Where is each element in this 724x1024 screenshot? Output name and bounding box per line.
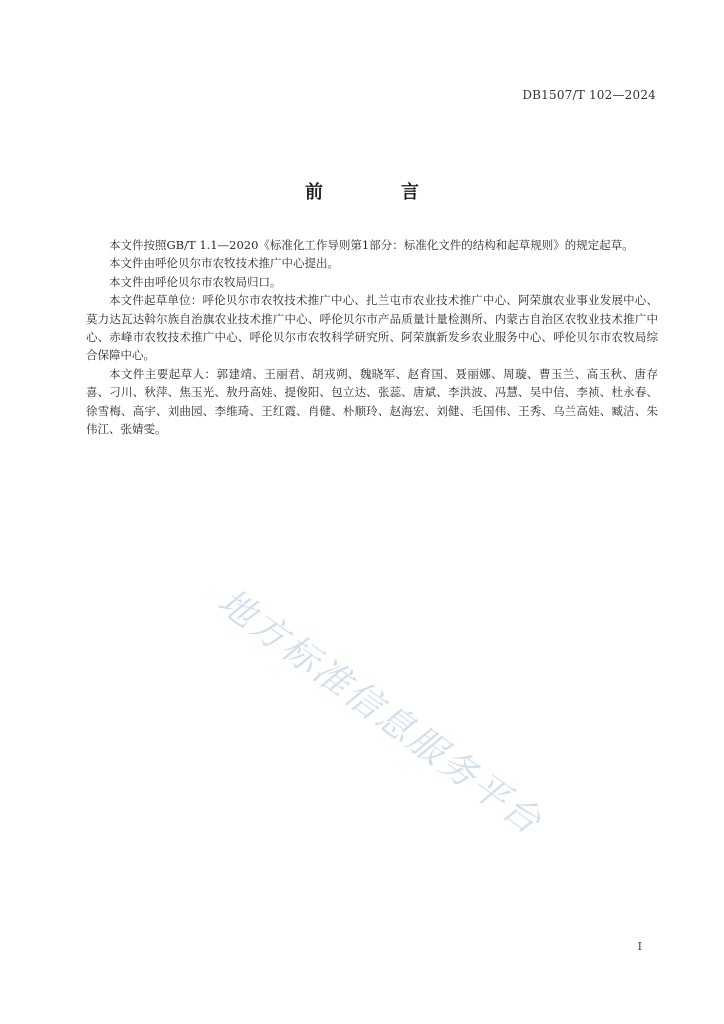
paragraph-main-drafters: 本文件主要起草人：郭建靖、王丽君、胡戎朔、魏晓军、赵育国、聂丽娜、周璇、曹玉兰、高玉秋、唐存喜、刁川、秋萍、焦玉光、敖丹高娃、提俊阳、包立达、张蕊、唐斌、李洪波、冯慧、吴中信、李祯、杜永春、徐雪梅、高宇、刘曲园、李维琦、王红霞、肖健、朴顺玲、赵海宏、刘健、毛国伟、王秀、乌兰高娃、臧洁、朱伟江、张婧雯。 (86, 366, 658, 437)
watermark: 地方标准信息服务平台 (210, 581, 551, 844)
paragraph-drafting-units: 本文件起草单位：呼伦贝尔市农牧技术推广中心、扎兰屯市农业技术推广中心、阿荣旗农业事业发展中心、莫力达瓦达斡尔族自治旗农业技术推广中心、呼伦贝尔市产品质量计量检测所、内蒙古自治区农牧业技术推广中心、赤峰市农牧技术推广中心、呼伦贝尔市农牧科学研究所、阿荣旗新发乡农业服务中心、呼伦贝尔市农牧局综合保障中心。 (86, 293, 658, 363)
document-code: DB1507/T 102—2024 (522, 88, 656, 102)
paragraph-proposer: 本文件由呼伦贝尔市农牧技术推广中心提出。 (109, 256, 339, 271)
paragraph-centralized-unit: 本文件由呼伦贝尔市农牧局归口。 (109, 274, 282, 289)
page-title: 前 言 (305, 182, 449, 203)
paragraph-drafting-basis: 本文件按照GB/T 1.1—2020《标准化工作导则第1部分：标准化文件的结构和起草规则》的规定起草。 (109, 238, 634, 252)
page-number: I (637, 940, 642, 953)
document-body (86, 236, 658, 438)
